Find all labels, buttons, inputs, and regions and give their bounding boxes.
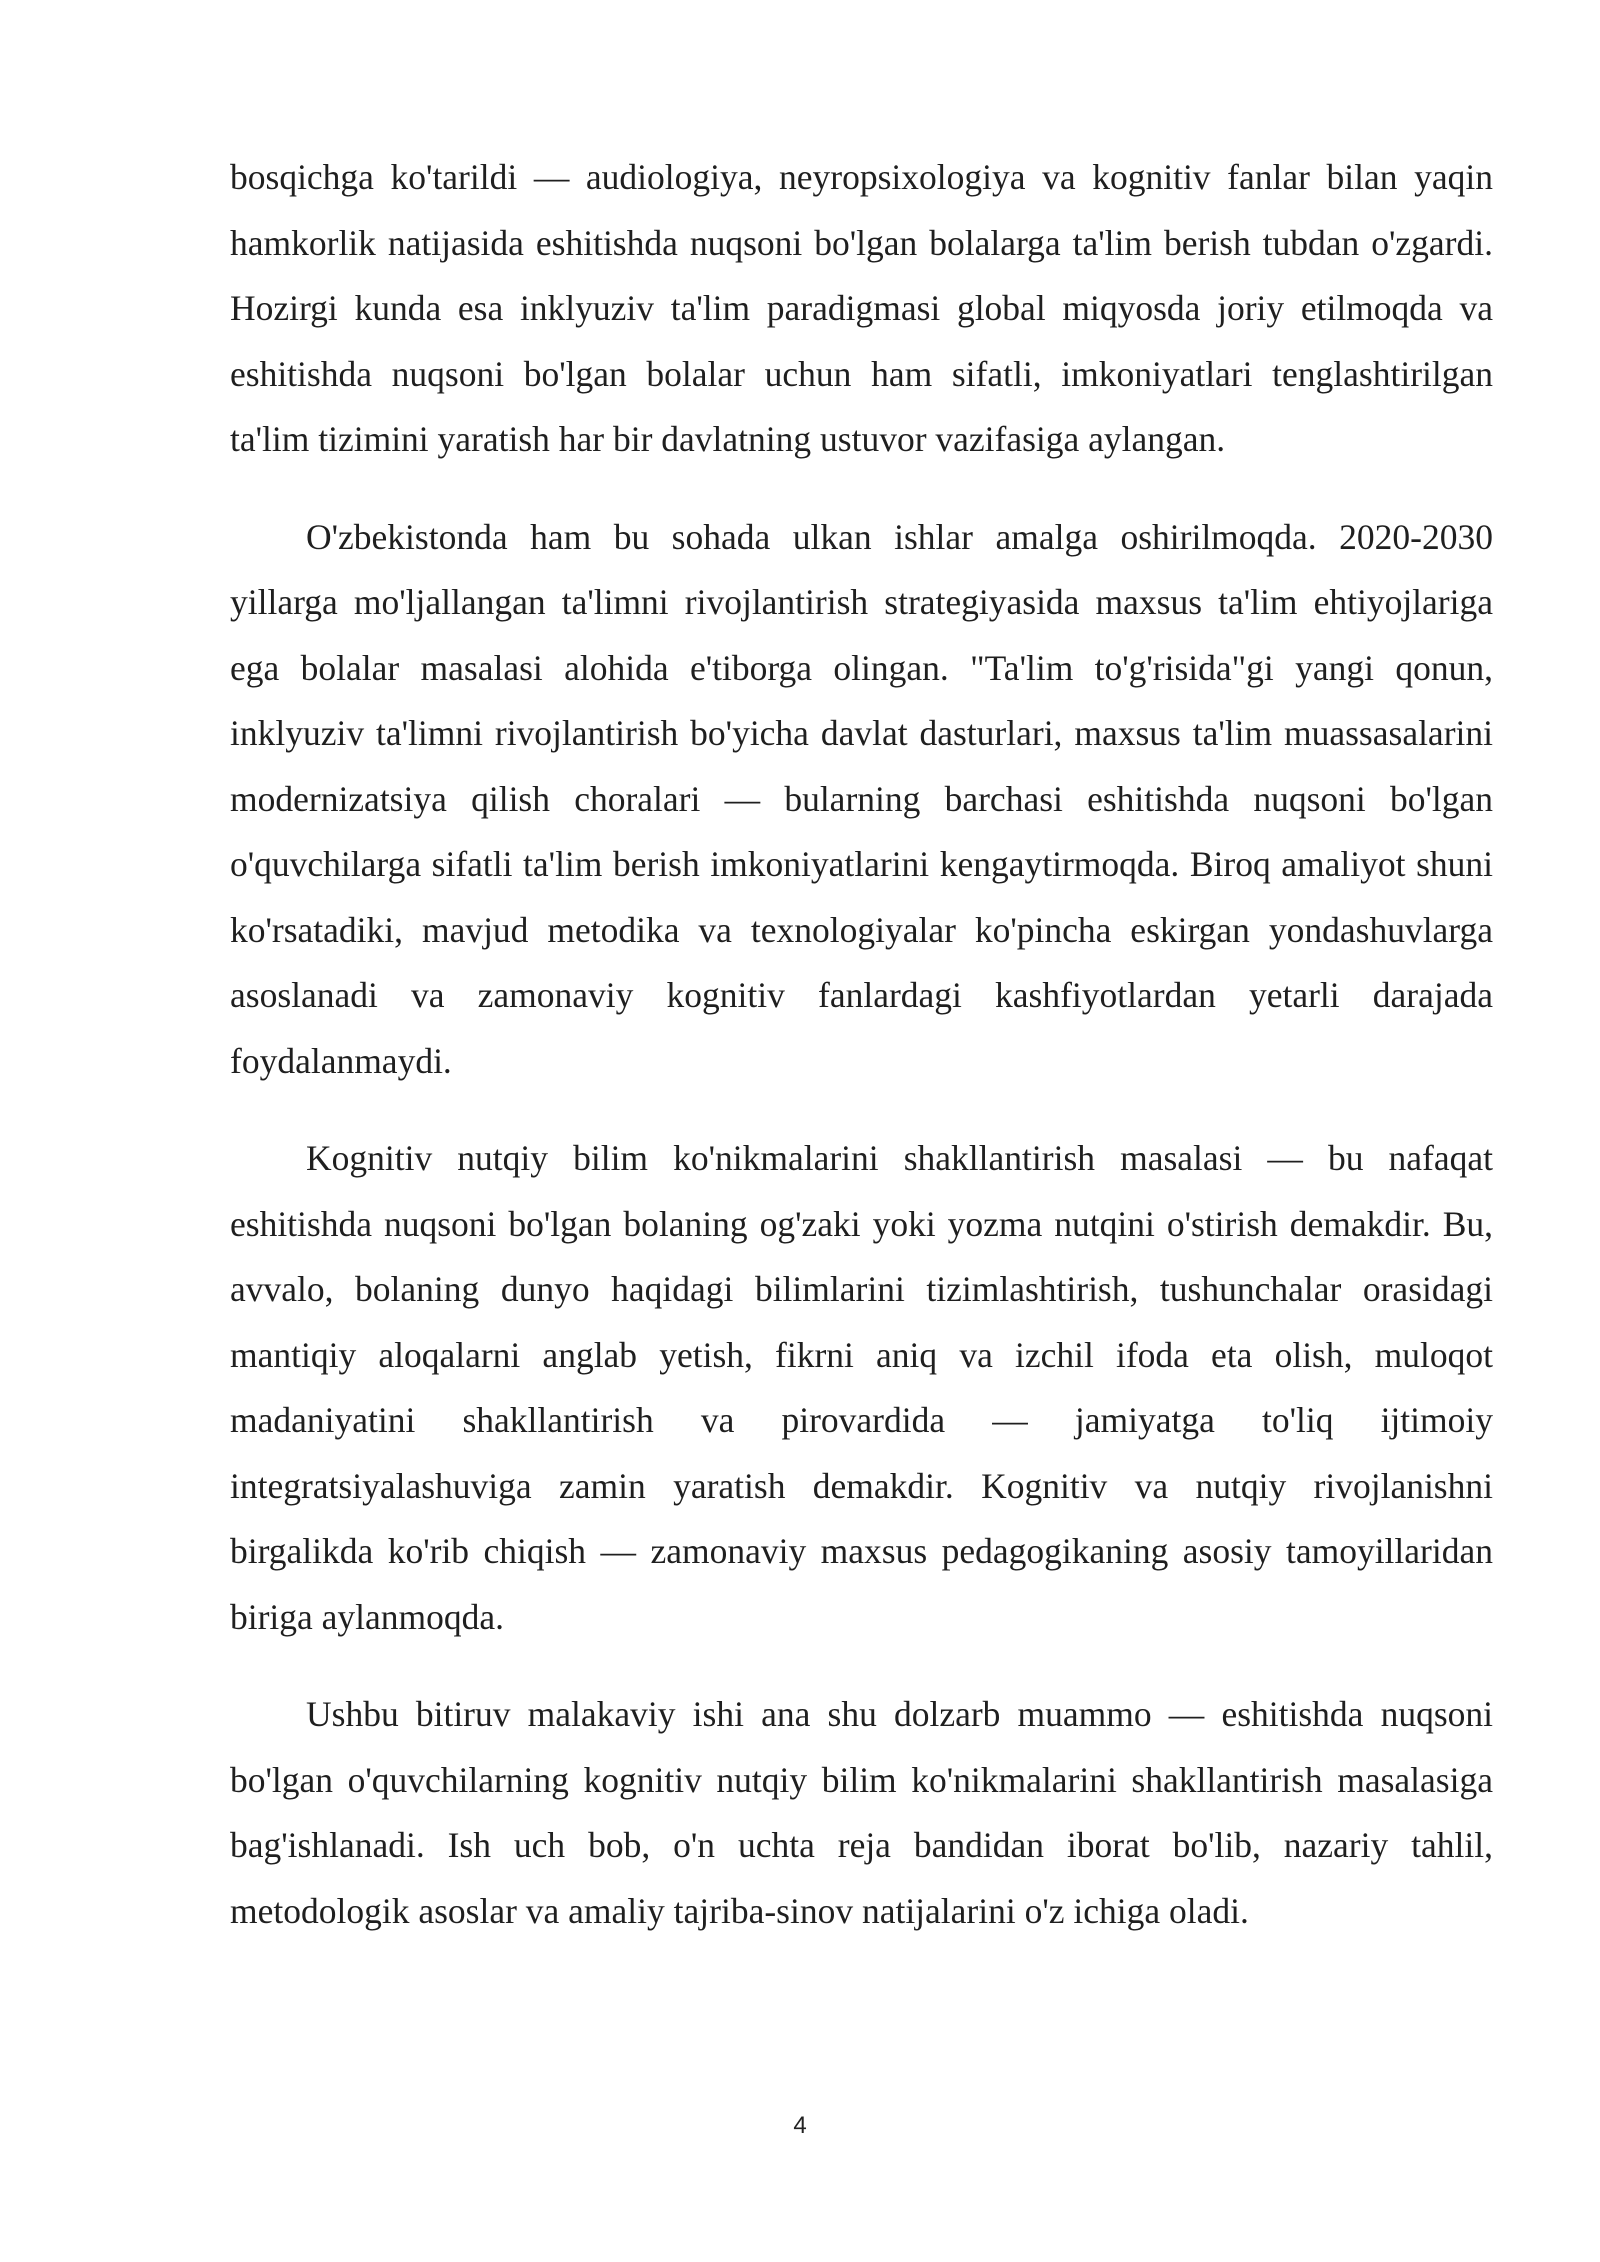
body-text [230,145,1493,1944]
paragraph-thesis-overview: Ushbu bitiruv malakaviy ishi ana shu dolzarb muammo — eshitishda nuqsoni bo'lgan o'quvchilarning kognitiv nutqiy bilim ko'nikmalarini shakllantirish masalasiga bag'ishlanadi. Ish uch bob, o'n uchta reja bandidan iborat bo'lib, nazariy tahlil, metodologik asoslar va amaliy tajriba-sinov natijalarini o'z ichiga oladi. [230,1694,1493,1931]
paragraph-cognitive-speech-skills: Kognitiv nutqiy bilim ko'nikmalarini shakllantirish masalasi — bu nafaqat eshitishda nuqsoni bo'lgan bolaning og'zaki yoki yozma nutqini o'stirish demakdir. Bu, avvalo, bolaning dunyo haqidagi bilimlarini tizimlashtirish, tushunchalar orasidagi mantiqiy aloqalarni anglab yetish, fikrni aniq va izchil ifoda eta olish, muloqot madaniyatini shakllantirish va pirovardida — jamiyatga to'liq ijtimoiy integratsiyalashuviga zamin yaratish demakdir. Kognitiv va nutqiy rivojlanishni birgalikda ko'rib chiqish — zamonaviy maxsus pedagogikaning asosiy tamoyillaridan biriga aylanmoqda. [230,1138,1493,1637]
paragraph-continuation: bosqichga ko'tarildi — audiologiya, neyropsixologiya va kognitiv fanlar bilan yaqin hamkorlik natijasida eshitishda nuqsoni bo'lgan bolalarga ta'lim berish tubdan o'zgardi. Hozirgi kunda esa inklyuziv ta'lim paradigmasi global miqyosda joriy etilmoqda va eshitishda nuqsoni bo'lgan bolalar uchun ham sifatli, imkoniyatlari tenglashtirilgan ta'lim tizimini yaratish har bir davlatning ustuvor vazifasiga aylangan. [230,157,1493,459]
page-number: 4 [793,2112,807,2139]
paragraph-uzbekistan-reforms: O'zbekistonda ham bu sohada ulkan ishlar amalga oshirilmoqda. 2020-2030 yillarga mo'ljallangan ta'limni rivojlantirish strategiyasida maxsus ta'lim ehtiyojlariga ega bolalar masalasi alohida e'tiborga olingan. "Ta'lim to'g'risida"gi yangi qonun, inklyuziv ta'limni rivojlantirish bo'yicha davlat dasturlari, maxsus ta'lim muassasalarini modernizatsiya qilish choralari — bularning barchasi eshitishda nuqsoni bo'lgan o'quvchilarga sifatli ta'lim berish imkoniyatlarini kengaytirmoqda. Biroq amaliyot shuni ko'rsatadiki, mavjud metodika va texnologiyalar ko'pincha eskirgan yondashuvlarga asoslanadi va zamonaviy kognitiv fanlardagi kashfiyotlardan yetarli darajada foydalanmaydi. [230,516,1493,1081]
